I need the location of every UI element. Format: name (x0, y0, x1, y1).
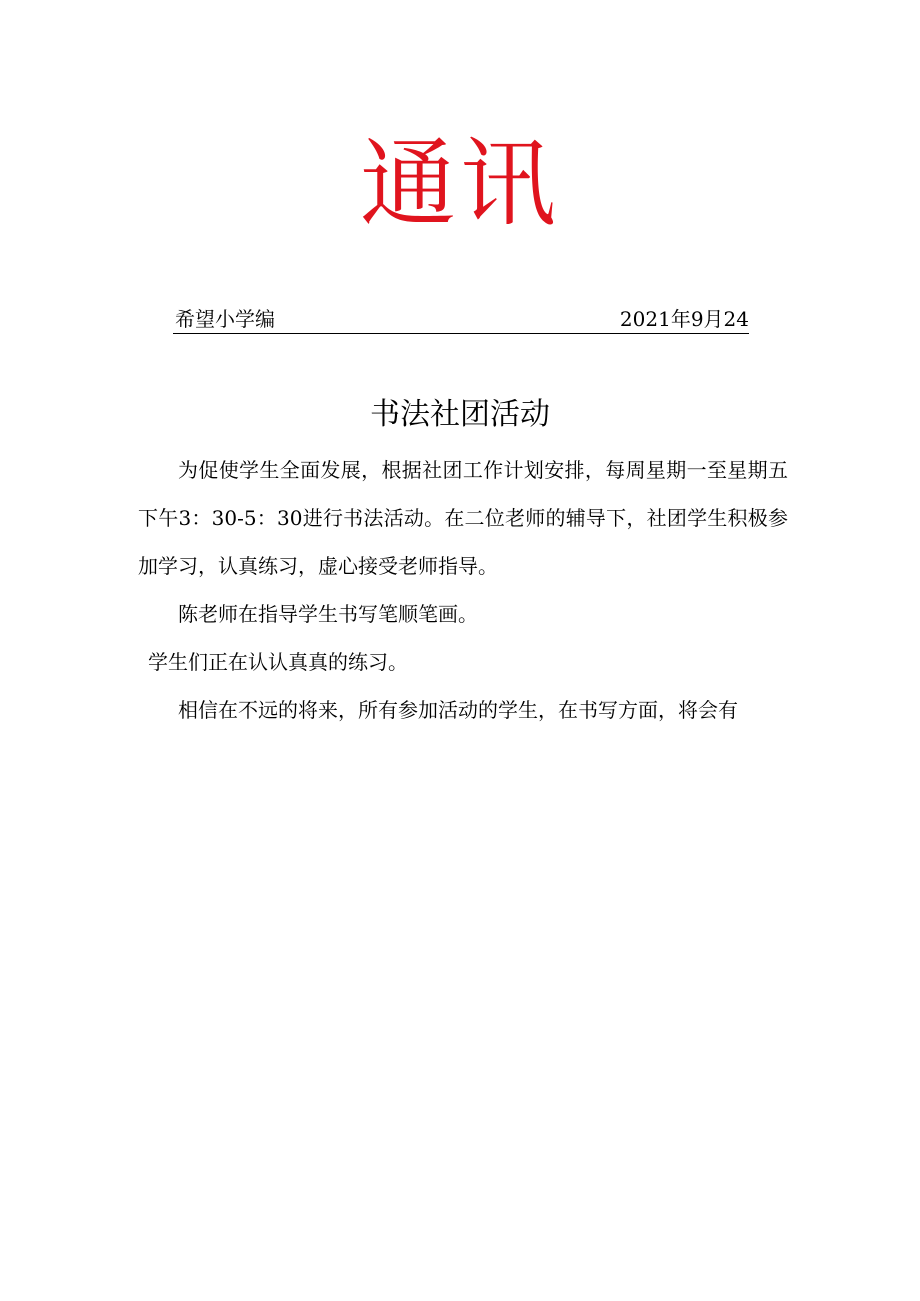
masthead-title: 通讯 (360, 128, 560, 240)
editor-credit: 希望小学编 (175, 307, 275, 331)
article-paragraph-students: 学生们正在认认真真的练习。 (148, 650, 408, 674)
byline-rule (173, 305, 749, 334)
issue-date: 2021年9月24 (619, 307, 749, 331)
article-paragraph-teacher: 陈老师在指导学生书写笔顺笔画。 (178, 602, 478, 626)
article-title: 书法社团活动 (370, 397, 550, 432)
article-paragraph-intro: 为促使学生全面发展，根据社团工作计划安排，每周星期一至星期五下午3：30-5：30进行书法活动。在二位老师的辅导下，社团学生积极参加学习，认真练习，虚心接受老师指导。 (138, 458, 788, 578)
article-paragraph-closing: 相信在不远的将来，所有参加活动的学生，在书写方面，将会有 (178, 698, 738, 722)
